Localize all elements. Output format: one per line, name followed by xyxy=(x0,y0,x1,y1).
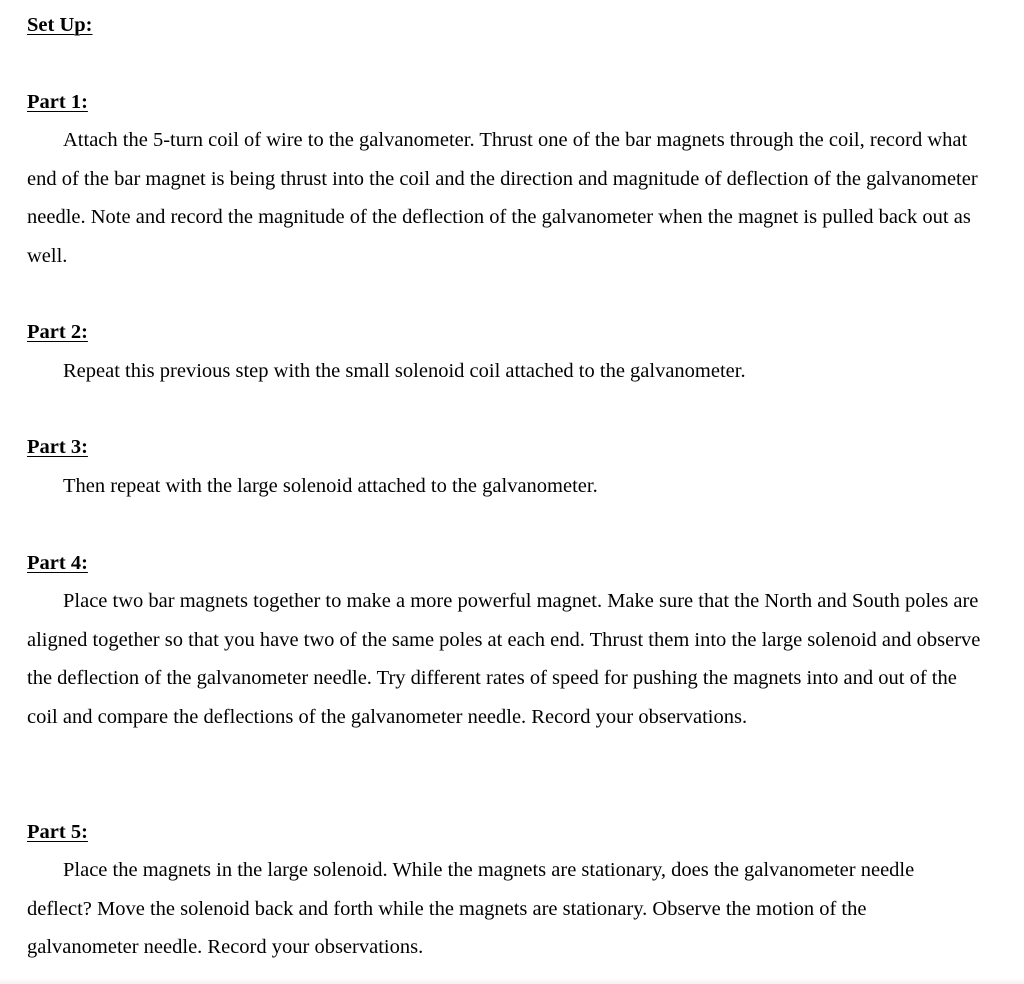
part-2-heading: Part 2: xyxy=(27,321,88,343)
part-4-body xyxy=(27,582,982,736)
part-2-text: Repeat this previous step with the small solenoid coil attached to the galvanometer. xyxy=(63,360,746,382)
part-4-text: Place two bar magnets together to make a more powerful magnet. Make sure that the North and South poles are aligned together so that you have two of the same poles at each end. Thrust them into the large solenoid and observe the deflection of the galvanometer needle. Try different rates of speed for pushing the magnets into and out of the coil and compare the deflections of the galvanometer needle. Record your observations. xyxy=(27,590,981,728)
part-2-body xyxy=(27,359,746,383)
part-1-body xyxy=(27,121,982,275)
part-1-heading: Part 1: xyxy=(27,91,88,113)
part-4-section xyxy=(27,551,88,575)
part-1-section xyxy=(27,90,88,114)
setup-section xyxy=(27,13,92,37)
part-2-section xyxy=(27,320,88,344)
page-bottom-edge xyxy=(0,978,1024,984)
part-3-section xyxy=(27,435,88,459)
part-3-body xyxy=(27,474,598,498)
part-5-heading: Part 5: xyxy=(27,821,88,843)
setup-heading: Set Up: xyxy=(27,14,93,36)
part-3-heading: Part 3: xyxy=(27,436,88,458)
part-5-body xyxy=(27,851,982,967)
part-3-text: Then repeat with the large solenoid attached to the galvanometer. xyxy=(63,475,598,497)
part-4-heading: Part 4: xyxy=(27,552,88,574)
part-5-text: Place the magnets in the large solenoid. While the magnets are stationary, does the galvanometer needle deflect? Move the solenoid back and forth while the magnets are stationary. Observe the motion of the galvanometer needle. Record your observations. xyxy=(27,859,915,958)
part-1-text: Attach the 5-turn coil of wire to the galvanometer. Thrust one of the bar magnets through the coil, record what end of the bar magnet is being thrust into the coil and the direction and magnitude of deflection of the galvanometer needle. Note and record the magnitude of the deflection of the galvanometer when the magnet is pulled back out as well. xyxy=(27,129,978,267)
part-5-section xyxy=(27,820,88,844)
